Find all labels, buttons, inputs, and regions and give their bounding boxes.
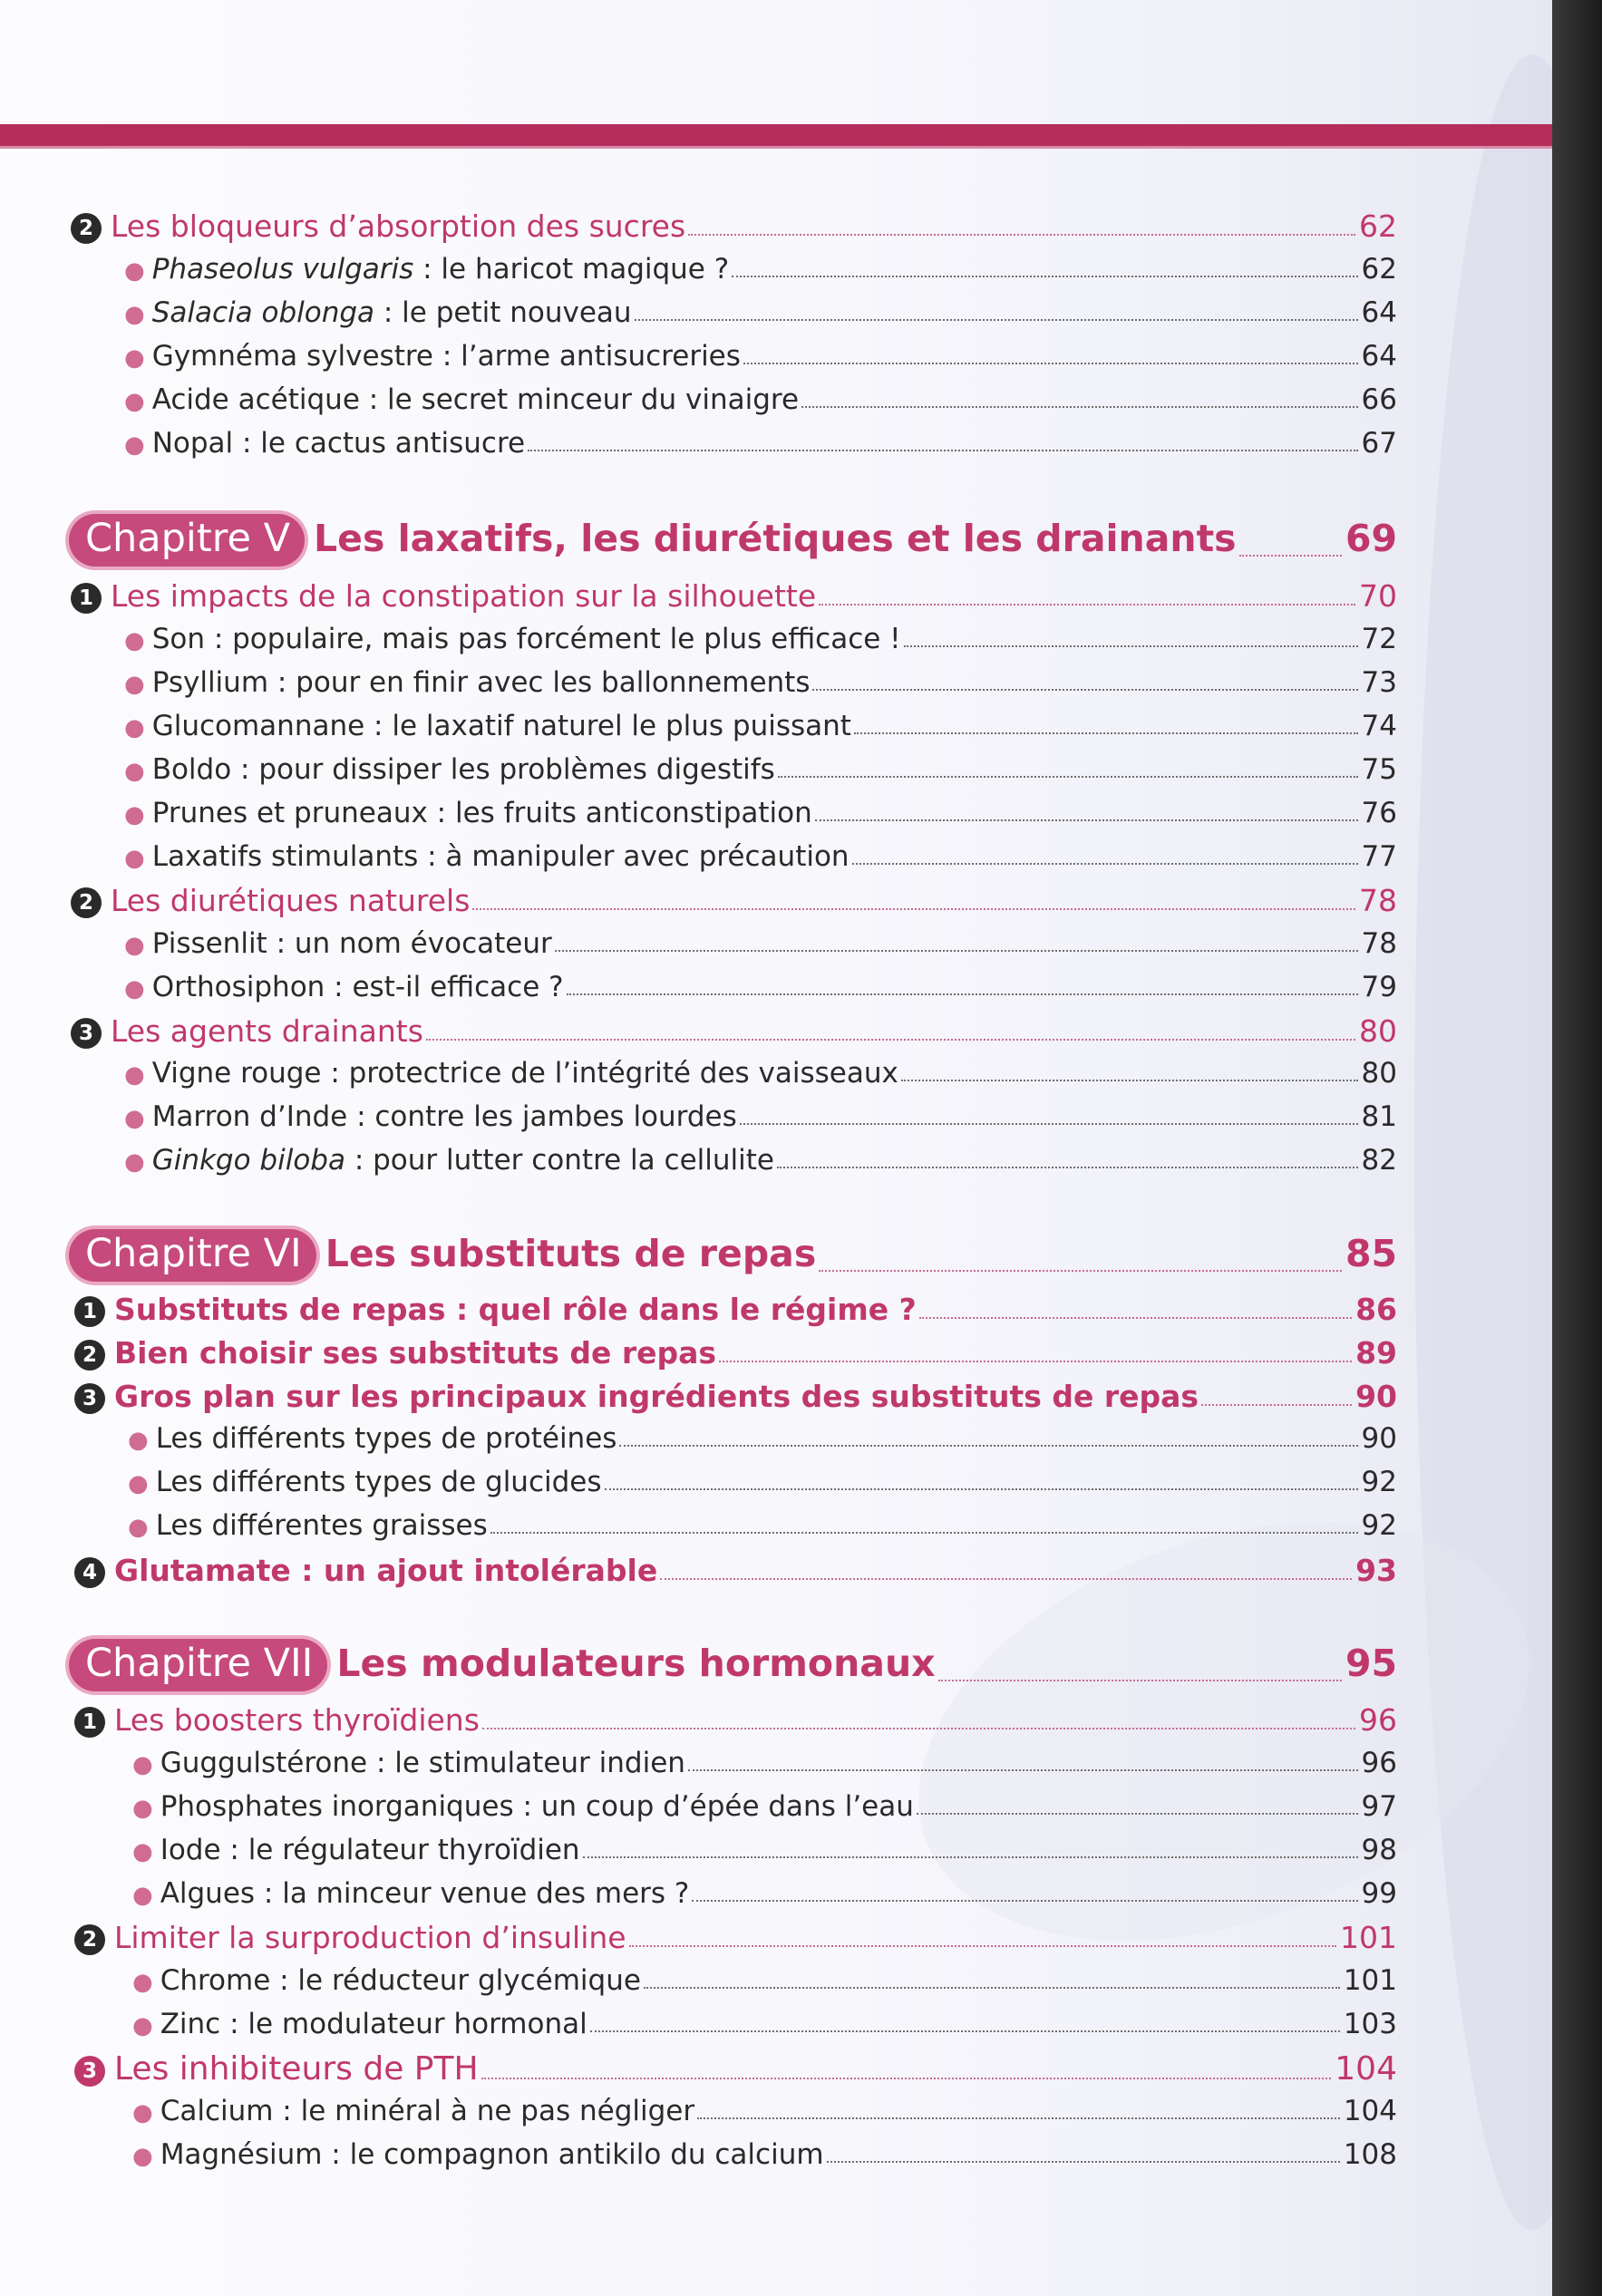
section-title: Les impacts de la constipation sur la silhouette: [111, 578, 817, 614]
toc-section[interactable]: [74, 1292, 1397, 1327]
page-number: 86: [1355, 1292, 1397, 1327]
dot-leader: [827, 2161, 1340, 2163]
page-number: 80: [1361, 1057, 1397, 1090]
toc-section[interactable]: [71, 1013, 1397, 1049]
dot-leader: [815, 819, 1358, 821]
page-number: 85: [1345, 1232, 1397, 1275]
toc-item[interactable]: [132, 1964, 1397, 1997]
dot-leader: [528, 450, 1357, 451]
item-title: Calcium : le minéral à ne pas négliger: [160, 2095, 695, 2127]
page-number: 97: [1361, 1790, 1397, 1823]
toc-section[interactable]: [71, 208, 1397, 244]
number-badge-icon: 3: [71, 1018, 102, 1049]
page-number: 90: [1355, 1379, 1397, 1414]
toc-item[interactable]: [124, 383, 1397, 416]
page-number: 73: [1361, 666, 1397, 699]
toc-section[interactable]: [74, 1335, 1397, 1371]
bullet-icon: ●: [132, 2143, 153, 2170]
dot-leader: [688, 1769, 1358, 1771]
page-number: 104: [1335, 2050, 1397, 2088]
dot-leader: [904, 645, 1358, 647]
item-title: Pissenlit : un nom évocateur: [151, 927, 552, 960]
item-latin: Phaseolus vulgaris: [151, 253, 414, 286]
bullet-icon: ●: [132, 1795, 153, 1822]
section-title: Limiter la surproduction d’insuline: [114, 1920, 626, 1955]
bullet-icon: ●: [124, 627, 145, 654]
dot-leader: [901, 1080, 1358, 1081]
toc-section[interactable]: [74, 1920, 1397, 1955]
number-badge-icon: 1: [74, 1296, 105, 1327]
dot-leader: [801, 406, 1358, 408]
item-title: Algues : la minceur venue des mers ?: [160, 1877, 690, 1910]
item-latin: Ginkgo biloba: [151, 1144, 345, 1177]
toc-item[interactable]: [124, 1100, 1397, 1133]
dot-leader: [619, 1445, 1357, 1447]
item-latin: Salacia oblonga: [151, 296, 375, 329]
dot-leader: [819, 1270, 1342, 1272]
toc-item[interactable]: [124, 666, 1397, 699]
page-number: 101: [1343, 1964, 1397, 1997]
toc-item[interactable]: [124, 927, 1397, 960]
item-title: Orthosiphon : est-il efficace ?: [151, 971, 564, 1003]
item-title: Vigne rouge : protectrice de l’intégrité des vaisseaux: [151, 1057, 898, 1090]
dot-leader: [567, 993, 1358, 995]
item-title: Les différents types de protéines: [155, 1422, 617, 1455]
section-title: Gros plan sur les principaux ingrédients des substituts de repas: [114, 1379, 1199, 1414]
number-badge-icon: 1: [71, 583, 102, 614]
section-title: Les inhibiteurs de PTH: [114, 2050, 479, 2088]
dot-leader: [482, 1728, 1355, 1729]
bullet-icon: ●: [124, 975, 145, 1003]
bullet-icon: ●: [124, 388, 145, 415]
page-number: 80: [1359, 1013, 1397, 1049]
number-badge-icon: 2: [74, 1340, 105, 1371]
page-number: 72: [1361, 623, 1397, 655]
page-number: 78: [1361, 927, 1397, 960]
number-badge-icon: 3: [74, 1383, 105, 1414]
item-title: Marron d’Inde : contre les jambes lourdes: [151, 1100, 737, 1133]
bullet-icon: ●: [124, 671, 145, 698]
chapter-title: Les laxatifs, les diurétiques et les drainants: [314, 517, 1237, 560]
bullet-icon: ●: [124, 845, 145, 872]
page-number: 70: [1359, 578, 1397, 614]
page-number: 62: [1359, 208, 1397, 244]
dot-leader: [740, 1123, 1358, 1125]
bullet-icon: ●: [124, 301, 145, 328]
toc-chapter[interactable]: [69, 1229, 1397, 1282]
section-title: Les agents drainants: [111, 1013, 423, 1049]
toc-item[interactable]: [132, 2095, 1397, 2127]
dot-leader: [938, 1680, 1342, 1681]
chapter-label: Chapitre V: [69, 514, 305, 567]
page-number: 62: [1361, 253, 1397, 286]
dot-leader: [644, 1987, 1340, 1989]
toc-item[interactable]: [124, 253, 1397, 286]
dot-leader: [1239, 555, 1342, 557]
item-title: Son : populaire, mais pas forcément le plus efficace !: [151, 623, 901, 655]
section-title: Les bloqueurs d’absorption des sucres: [111, 208, 686, 244]
dot-leader: [732, 276, 1357, 277]
page-number: 77: [1361, 840, 1397, 873]
page-number: 103: [1343, 2008, 1397, 2040]
dot-leader: [490, 1532, 1358, 1534]
dot-leader: [590, 2030, 1340, 2032]
dot-leader: [743, 363, 1358, 364]
bullet-icon: ●: [124, 801, 145, 828]
toc-item[interactable]: [132, 1747, 1397, 1779]
dot-leader: [629, 1945, 1336, 1947]
item-title: : le petit nouveau: [374, 296, 632, 329]
page-number: 92: [1361, 1466, 1397, 1498]
page-number: 93: [1355, 1553, 1397, 1588]
page-number: 99: [1361, 1877, 1397, 1910]
number-badge-icon: 4: [74, 1557, 105, 1588]
item-title: Iode : le régulateur thyroïdien: [160, 1834, 580, 1866]
page-number: 66: [1361, 383, 1397, 416]
item-title: Les différents types de glucides: [155, 1466, 602, 1498]
toc-item[interactable]: [124, 753, 1397, 786]
bullet-icon: ●: [124, 1105, 145, 1132]
bullet-icon: ●: [124, 431, 145, 459]
toc-section[interactable]: [74, 1702, 1397, 1738]
page-number: 108: [1343, 2138, 1397, 2171]
item-title: : pour lutter contre la cellulite: [345, 1144, 774, 1177]
bullet-icon: ●: [124, 932, 145, 959]
chapter-label: Chapitre VII: [69, 1639, 327, 1691]
item-title: Zinc : le modulateur hormonal: [160, 2008, 587, 2040]
bullet-icon: ●: [124, 257, 145, 285]
item-title: Gymnéma sylvestre : l’arme antisucreries: [151, 340, 741, 373]
bullet-icon: ●: [132, 1838, 153, 1865]
bullet-icon: ●: [124, 1148, 145, 1176]
page-number: 96: [1361, 1747, 1397, 1779]
dot-leader: [605, 1488, 1358, 1490]
page-number: 69: [1345, 517, 1397, 560]
dot-leader: [481, 2078, 1332, 2079]
toc-section[interactable]: [74, 1379, 1397, 1414]
toc-item[interactable]: [124, 1057, 1397, 1090]
section-title: Glutamate : un ajout intolérable: [114, 1553, 658, 1588]
page-number: 64: [1361, 340, 1397, 373]
dot-leader: [819, 604, 1355, 605]
page-number: 101: [1340, 1920, 1397, 1955]
scan-edge: [1552, 0, 1602, 2296]
bullet-icon: ●: [132, 1969, 153, 1996]
bullet-icon: ●: [124, 1061, 145, 1089]
section-title: Substituts de repas : quel rôle dans le régime ?: [114, 1292, 917, 1327]
dot-leader: [555, 950, 1358, 952]
bullet-icon: ●: [128, 1427, 149, 1454]
bullet-icon: ●: [132, 1882, 153, 1909]
page-number: 82: [1361, 1144, 1397, 1177]
section-title: Les diurétiques naturels: [111, 883, 471, 918]
toc-section[interactable]: [71, 883, 1397, 918]
page-number: 95: [1345, 1642, 1397, 1685]
dot-leader: [697, 2117, 1340, 2119]
bullet-icon: ●: [132, 2099, 153, 2126]
toc-section[interactable]: [74, 2050, 1397, 2088]
toc-item[interactable]: [132, 1834, 1397, 1866]
toc-item[interactable]: [132, 1790, 1397, 1823]
toc-item[interactable]: [128, 1509, 1397, 1542]
section-title: Les boosters thyroïdiens: [114, 1702, 480, 1738]
item-title: Laxatifs stimulants : à manipuler avec précaution: [151, 840, 850, 873]
dot-leader: [917, 1813, 1358, 1815]
dot-leader: [812, 689, 1357, 691]
dot-leader: [660, 1578, 1352, 1580]
dot-leader: [472, 908, 1355, 910]
toc-item[interactable]: [124, 971, 1397, 1003]
dot-leader: [688, 234, 1355, 236]
page-number: 81: [1361, 1100, 1397, 1133]
toc-item[interactable]: [132, 2008, 1397, 2040]
page-number: 67: [1361, 427, 1397, 460]
bullet-icon: ●: [128, 1514, 149, 1541]
item-title: Guggulstérone : le stimulateur indien: [160, 1747, 685, 1779]
item-title: Nopal : le cactus antisucre: [151, 427, 526, 460]
bullet-icon: ●: [132, 1751, 153, 1778]
page-number: 76: [1361, 797, 1397, 829]
page-number: 96: [1359, 1702, 1397, 1738]
item-title: Boldo : pour dissiper les problèmes digestifs: [151, 753, 775, 786]
dot-leader: [919, 1317, 1352, 1319]
dot-leader: [778, 776, 1358, 778]
toc-section[interactable]: [74, 1553, 1397, 1588]
item-title: Phosphates inorganiques : un coup d’épée dans l’eau: [160, 1790, 914, 1823]
page-number: 104: [1343, 2095, 1397, 2127]
item-title: Psyllium : pour en finir avec les ballonnements: [151, 666, 811, 699]
item-title: Acide acétique : le secret minceur du vinaigre: [151, 383, 800, 416]
bullet-icon: ●: [128, 1470, 149, 1497]
toc-item[interactable]: [128, 1422, 1397, 1455]
page-number: 79: [1361, 971, 1397, 1003]
item-title: Chrome : le réducteur glycémique: [160, 1964, 641, 1997]
dot-leader: [583, 1856, 1358, 1858]
item-title: : le haricot magique ?: [413, 253, 730, 286]
page-number: 74: [1361, 710, 1397, 742]
item-title: Glucomannane : le laxatif naturel le plus puissant: [151, 710, 851, 742]
toc-section[interactable]: [71, 578, 1397, 614]
chapter-title: Les substituts de repas: [325, 1232, 817, 1275]
number-badge-icon: 1: [74, 1707, 105, 1738]
dot-leader: [854, 732, 1358, 734]
toc-item[interactable]: [124, 623, 1397, 655]
item-title: Magnésium : le compagnon antikilo du calcium: [160, 2138, 824, 2171]
page-number: 92: [1361, 1509, 1397, 1542]
bullet-icon: ●: [132, 2012, 153, 2039]
toc-item[interactable]: [128, 1466, 1397, 1498]
page-number: 64: [1361, 296, 1397, 329]
toc-item[interactable]: [132, 1877, 1397, 1910]
toc-item[interactable]: [124, 427, 1397, 460]
number-badge-icon: 2: [71, 887, 102, 918]
dot-leader: [1201, 1404, 1352, 1406]
page-number: 90: [1361, 1422, 1397, 1455]
page-number: 75: [1361, 753, 1397, 786]
dot-leader: [719, 1361, 1352, 1362]
section-title: Bien choisir ses substituts de repas: [114, 1335, 717, 1371]
bullet-icon: ●: [124, 758, 145, 785]
toc-item[interactable]: [124, 797, 1397, 829]
number-badge-icon: 3: [74, 2056, 105, 2087]
toc-chapter[interactable]: [69, 1639, 1397, 1691]
item-title: Les différentes graisses: [155, 1509, 488, 1542]
dot-leader: [777, 1167, 1358, 1168]
page-number: 78: [1359, 883, 1397, 918]
dot-leader: [852, 863, 1358, 865]
bullet-icon: ●: [124, 714, 145, 741]
toc-item[interactable]: [124, 296, 1397, 329]
bullet-icon: ●: [124, 344, 145, 372]
chapter-title: Les modulateurs hormonaux: [336, 1642, 936, 1685]
dot-leader: [692, 1900, 1357, 1902]
chapter-label: Chapitre VI: [69, 1229, 316, 1282]
toc-item[interactable]: [132, 2138, 1397, 2171]
page-number: 98: [1361, 1834, 1397, 1866]
toc-item[interactable]: [124, 340, 1397, 373]
toc-item[interactable]: [124, 1144, 1397, 1177]
dot-leader: [635, 319, 1358, 321]
number-badge-icon: 2: [71, 213, 102, 244]
number-badge-icon: 2: [74, 1924, 105, 1955]
dot-leader: [426, 1039, 1355, 1041]
toc-item[interactable]: [124, 840, 1397, 873]
page-number: 89: [1355, 1335, 1397, 1371]
toc-item[interactable]: [124, 710, 1397, 742]
toc-chapter[interactable]: [69, 514, 1397, 567]
item-title: Prunes et pruneaux : les fruits anticonstipation: [151, 797, 812, 829]
